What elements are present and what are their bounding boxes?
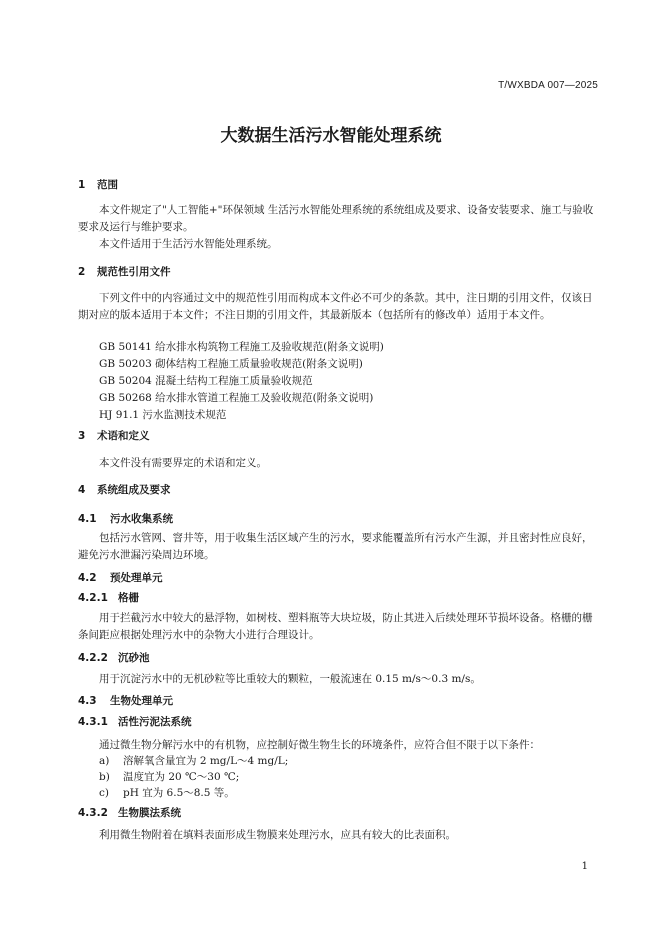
subsection-title: 活性污泥法系统 (118, 716, 192, 728)
reference-item: GB 50204 混凝土结构工程施工质量验收规范 (99, 375, 313, 387)
section-3-paragraph-1: 本文件没有需要界定的术语和定义。 (99, 457, 267, 469)
subsection-4-2-1-heading (78, 590, 139, 605)
list-text: 溶解氧含量宜为 2 mg/L～4 mg/L; (123, 755, 289, 767)
subsection-title: 格栅 (118, 592, 139, 604)
list-marker: b) (99, 771, 110, 783)
section-number: 4 (78, 484, 86, 496)
section-3-heading (78, 428, 150, 443)
section-number: 3 (78, 430, 86, 442)
page-number: 1 (581, 861, 588, 872)
list-item (99, 769, 239, 784)
subsection-4-3-1-heading (78, 714, 192, 729)
list-marker: c) (99, 787, 109, 799)
subsection-4-1-heading (78, 511, 173, 526)
subsection-title: 生物处理单元 (110, 695, 173, 707)
list-text: 温度宜为 20 ℃～30 ℃; (123, 771, 240, 783)
section-2-paragraph-1: 下列文件中的内容通过文中的规范性引用而构成本文件必不可少的条款。其中，注日期的引用文件，仅该日期对应的版本适用于本文件；不注日期的引用文件，其最新版本（包括所有的修改单）适用于本文件。 (78, 292, 593, 321)
subsection-title: 污水收集系统 (110, 513, 173, 525)
subsection-number: 4.2.1 (78, 592, 108, 604)
section-2-heading (78, 264, 171, 279)
subsection-title: 沉砂池 (118, 652, 150, 664)
section-1-heading (78, 177, 118, 192)
list-item (99, 785, 235, 800)
section-title: 范围 (97, 179, 118, 191)
reference-item: GB 50203 砌体结构工程施工质量验收规范(附条文说明) (99, 358, 363, 370)
document-title: 大数据生活污水智能处理系统 (220, 126, 442, 146)
subsection-4-3-2-paragraph: 利用微生物附着在填料表面形成生物膜来处理污水，应具有较大的比表面积。 (99, 829, 456, 841)
subsection-title: 预处理单元 (110, 572, 163, 584)
subsection-number: 4.3.1 (78, 716, 108, 728)
reference-item: GB 50141 给水排水构筑物工程施工及验收规范(附条文说明) (99, 341, 384, 353)
list-item (99, 753, 288, 768)
subsection-number: 4.2 (78, 572, 97, 584)
subsection-number: 4.2.2 (78, 652, 108, 664)
subsection-number: 4.3.2 (78, 807, 108, 819)
list-text: pH 宜为 6.5～8.5 等。 (123, 787, 235, 799)
subsection-4-2-2-paragraph: 用于沉淀污水中的无机砂粒等比重较大的颗粒，一般流速在 0.15 m/s～0.3 m/s。 (99, 673, 481, 685)
subsection-4-2-heading (78, 570, 163, 585)
section-4-heading (78, 482, 171, 497)
subsection-4-2-1-paragraph: 用于拦截污水中较大的悬浮物，如树枝、塑料瓶等大块垃圾，防止其进入后续处理环节损坏设备。格栅的栅条间距应根据处理污水中的杂物大小进行合理设计。 (78, 612, 593, 641)
section-title: 规范性引用文件 (97, 266, 171, 278)
section-number: 2 (78, 266, 86, 278)
section-title: 系统组成及要求 (97, 484, 171, 496)
subsection-4-3-heading (78, 693, 173, 708)
standard-number: T/WXBDA 007—2025 (498, 80, 598, 91)
subsection-number: 4.3 (78, 695, 97, 707)
section-1-paragraph-2: 本文件适用于生活污水智能处理系统。 (99, 238, 278, 250)
subsection-4-2-2-heading (78, 650, 150, 665)
subsection-4-1-paragraph: 包括污水管网、窨井等，用于收集生活区域产生的污水，要求能覆盖所有污水产生源，并且密封性应良好，避免污水泄漏污染周边环境。 (78, 532, 593, 561)
reference-item: HJ 91.1 污水监测技术规范 (99, 409, 227, 421)
reference-item: GB 50268 给水排水管道工程施工及验收规范(附条文说明) (99, 392, 374, 404)
list-marker: a) (99, 755, 110, 767)
subsection-4-3-2-heading (78, 805, 181, 820)
subsection-number: 4.1 (78, 513, 97, 525)
subsection-title: 生物膜法系统 (118, 807, 181, 819)
subsection-4-3-1-paragraph: 通过微生物分解污水中的有机物，应控制好微生物生长的环境条件，应符合但不限于以下条件： (99, 739, 540, 751)
section-title: 术语和定义 (97, 430, 150, 442)
section-1-paragraph-1: 本文件规定了"人工智能+"环保领域 生活污水智能处理系统的系统组成及要求、设备安装要求、施工与验收要求及运行与维护要求。 (78, 204, 594, 233)
section-number: 1 (78, 179, 86, 191)
